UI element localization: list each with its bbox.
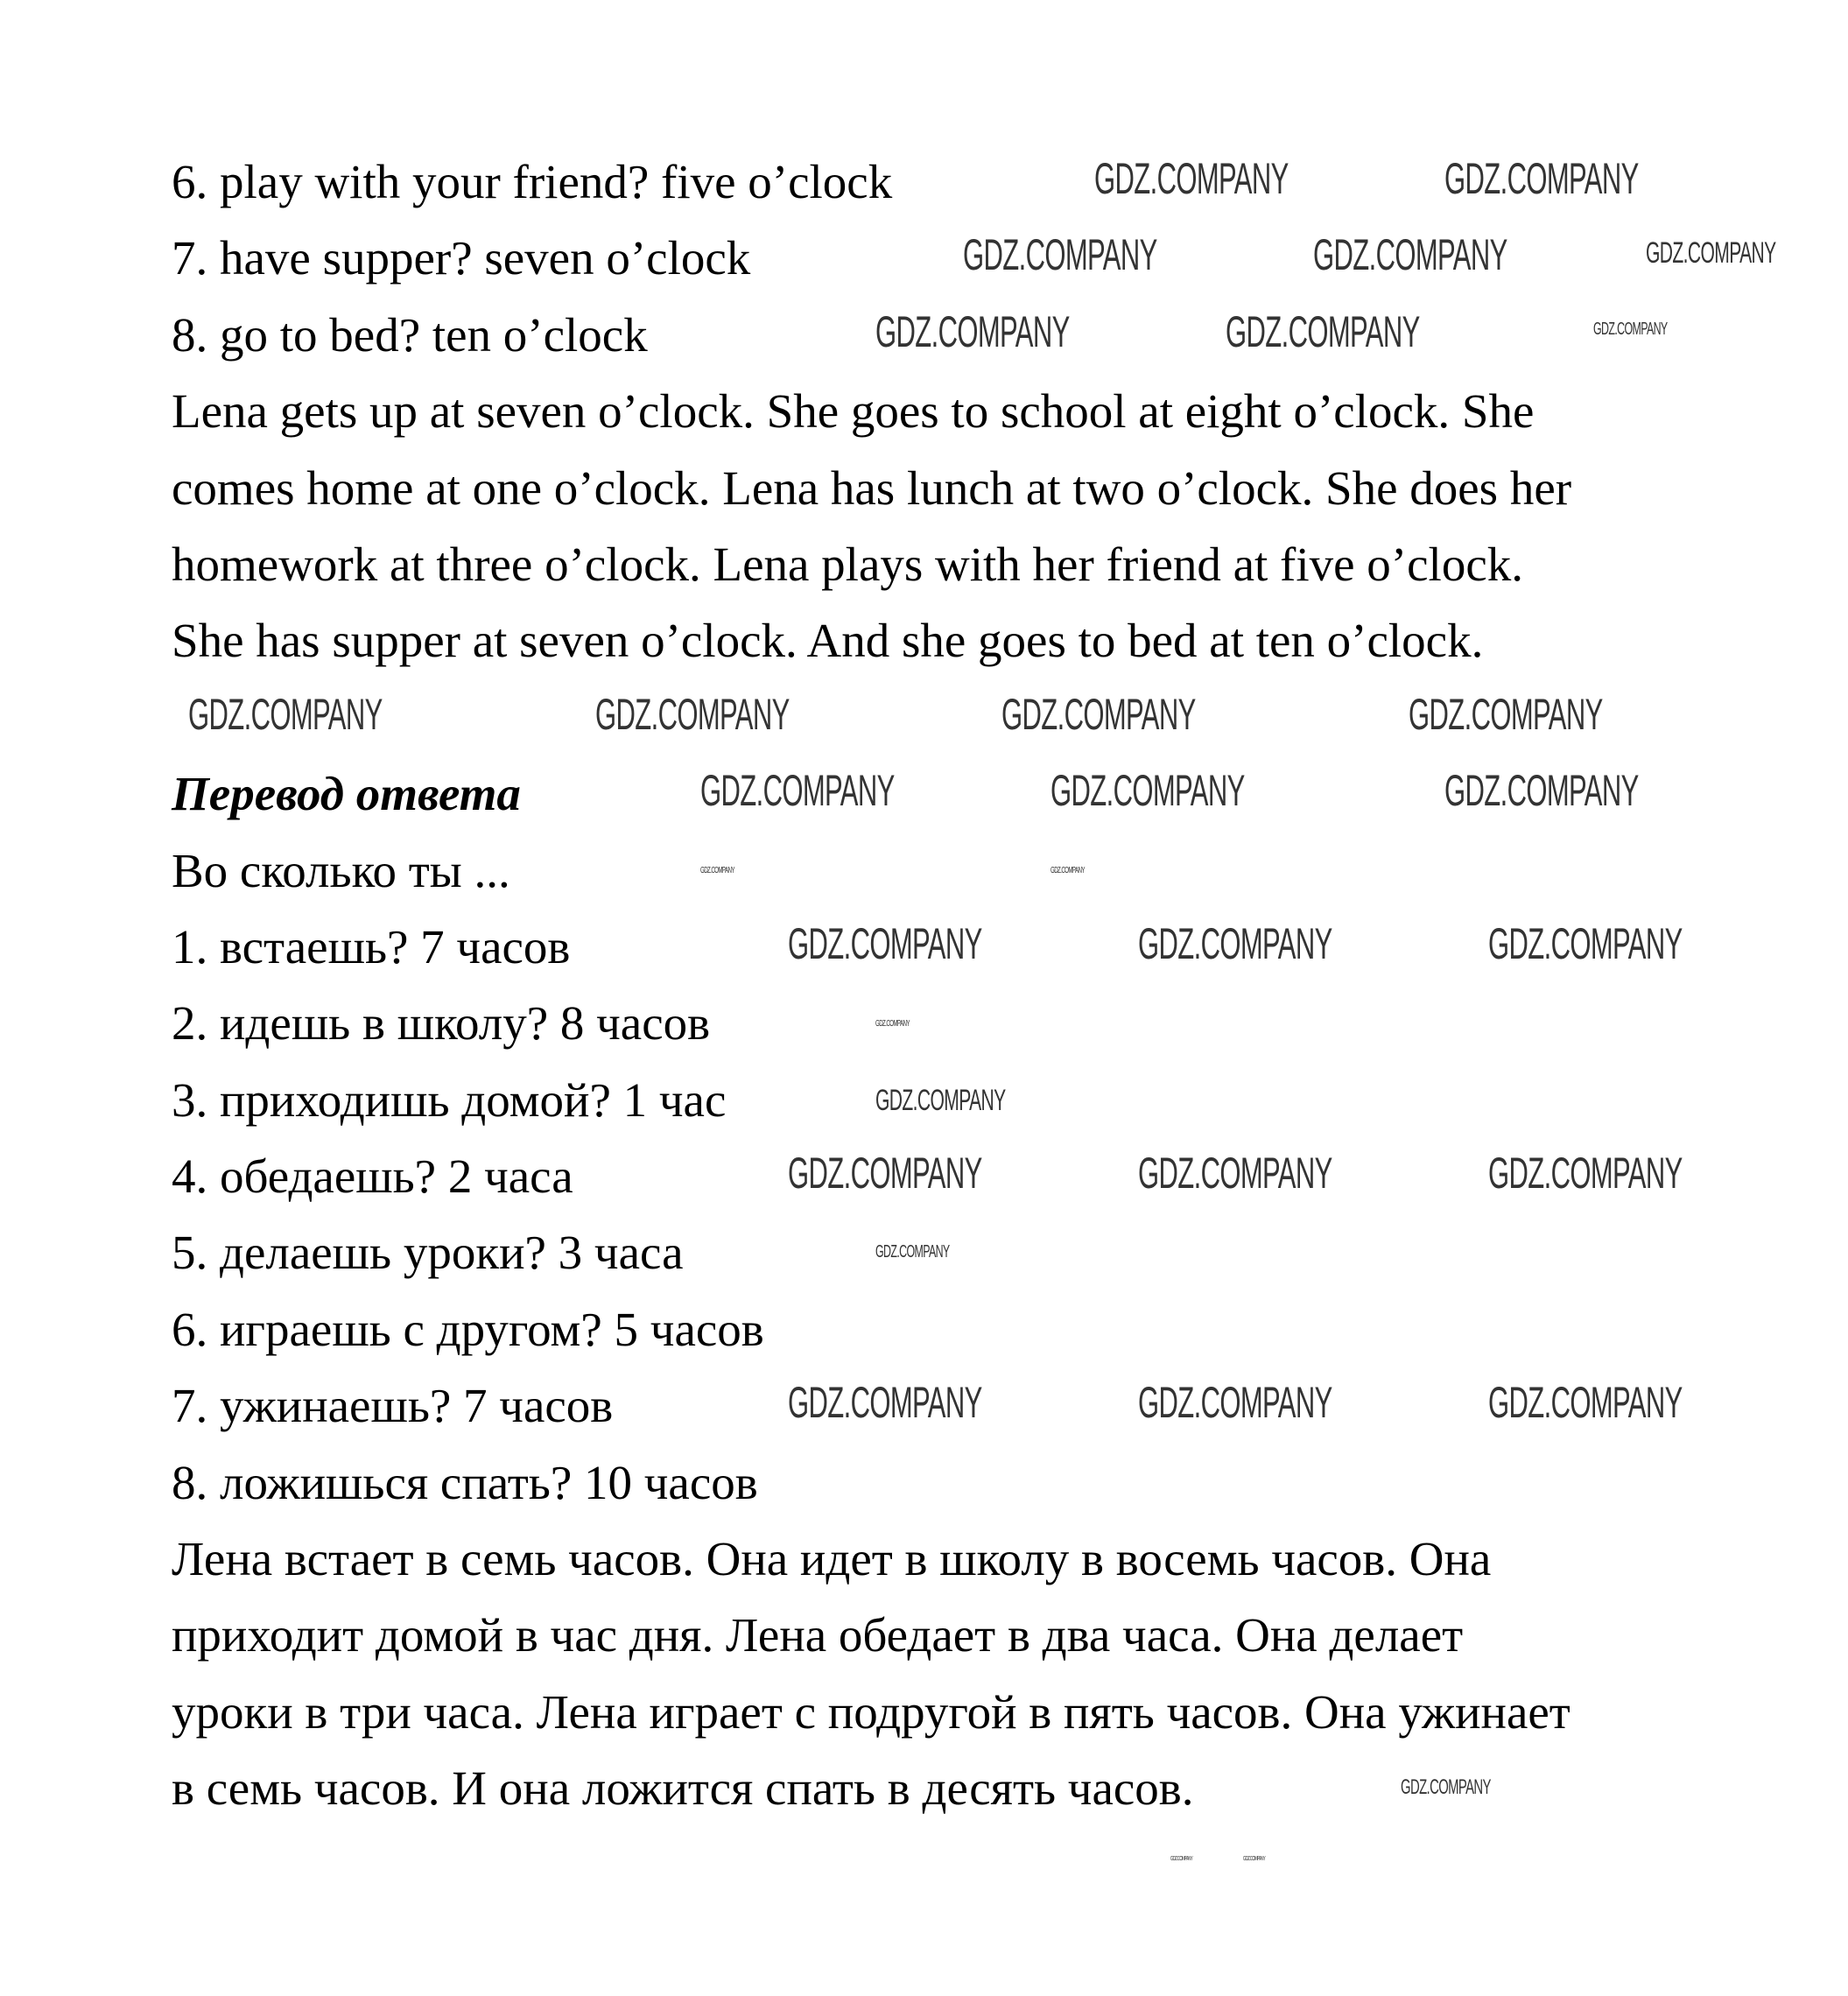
watermark: GDZ.COMPANY [700,866,734,875]
watermark: GDZ.COMPANY [1409,690,1603,739]
watermark: GDZ.COMPANY [1138,1378,1332,1427]
watermark: GDZ.COMPANY [1444,766,1639,815]
translation-list-item: 5. делаешь уроки? 3 часа [172,1226,684,1280]
watermark: GDZ.COMPANY [788,1378,982,1427]
watermark: GDZ.COMPANY [1138,1149,1332,1198]
translation-list-item: 4. обедаешь? 2 часа [172,1149,573,1204]
watermark: GDZ.COMPANY [1170,1856,1193,1862]
english-paragraph-line: Lena gets up at seven o’clock. She goes to school at eight o’clock. She [172,384,1535,439]
watermark: GDZ.COMPANY [595,690,790,739]
watermark: GDZ.COMPANY [1094,154,1289,203]
watermark: GDZ.COMPANY [1226,307,1420,356]
watermark: GDZ.COMPANY [1243,1856,1266,1862]
translation-list-item: 8. ложишься спать? 10 часов [172,1455,758,1509]
watermark: GDZ.COMPANY [1050,766,1245,815]
watermark: GDZ.COMPANY [188,690,383,739]
translation-list-item: 6. играешь с другом? 5 часов [172,1302,764,1356]
english-list-item: 6. play with your friend? five o’clock [172,155,893,208]
document-body [172,144,1571,1827]
translation-list-item: 1. встаешь? 7 часов [172,919,571,973]
english-paragraph-line: She has supper at seven o’clock. And she goes to bed at ten o’clock. [172,614,1484,668]
translation-paragraph-line: в семь часов. И она ложится спать в десять часов. [172,1761,1194,1816]
english-paragraph-line: homework at three o’clock. Lena plays with her friend at five o’clock. [172,537,1523,591]
watermark: GDZ.COMPANY [788,1149,982,1198]
translation-intro: Во сколько ты ... [172,843,510,897]
watermark: GDZ.COMPANY [1488,919,1683,968]
watermark: GDZ.COMPANY [1444,154,1639,203]
translation-paragraph-line: Лена встает в семь часов. Она идет в школу в восемь часов. Она [172,1532,1492,1586]
translation-paragraph-line: уроки в три часа. Лена играет с подругой в пять часов. Она ужинает [172,1684,1570,1739]
watermark: GDZ.COMPANY [1488,1378,1683,1427]
watermark: GDZ.COMPANY [1001,690,1196,739]
watermark: GDZ.COMPANY [1488,1149,1683,1198]
watermark: GDZ.COMPANY [875,307,1070,356]
watermark: GDZ.COMPANY [700,766,895,815]
translation-list-item: 2. идешь в школу? 8 часов [172,996,711,1051]
translation-list-item: 3. приходишь домой? 1 час [172,1072,727,1127]
translation-paragraph-line: приходит домой в час дня. Лена обедает в два часа. Она делает [172,1608,1464,1662]
watermark: GDZ.COMPANY [1646,236,1776,270]
watermark: GDZ.COMPANY [963,230,1157,279]
english-paragraph-line: comes home at one o’clock. Lena has lunch at two o’clock. She does her [172,460,1572,515]
translation-list-item: 7. ужинаешь? 7 часов [172,1379,614,1433]
watermark: GDZ.COMPANY [1138,919,1332,968]
watermark: GDZ.COMPANY [1401,1775,1491,1799]
watermark: GDZ.COMPANY [1313,230,1507,279]
watermark: GDZ.COMPANY [788,919,982,968]
english-list-item: 8. go to bed? ten o’clock [172,307,648,362]
watermark: GDZ.COMPANY [1050,866,1085,875]
watermark: GDZ.COMPANY [875,1084,1006,1117]
watermark: GDZ.COMPANY [875,1019,910,1029]
watermark: GDZ.COMPANY [1593,320,1668,339]
watermark: GDZ.COMPANY [875,1242,950,1262]
english-list-item: 7. have supper? seven o’clock [172,231,751,285]
translation-heading: Перевод ответа [172,767,521,821]
